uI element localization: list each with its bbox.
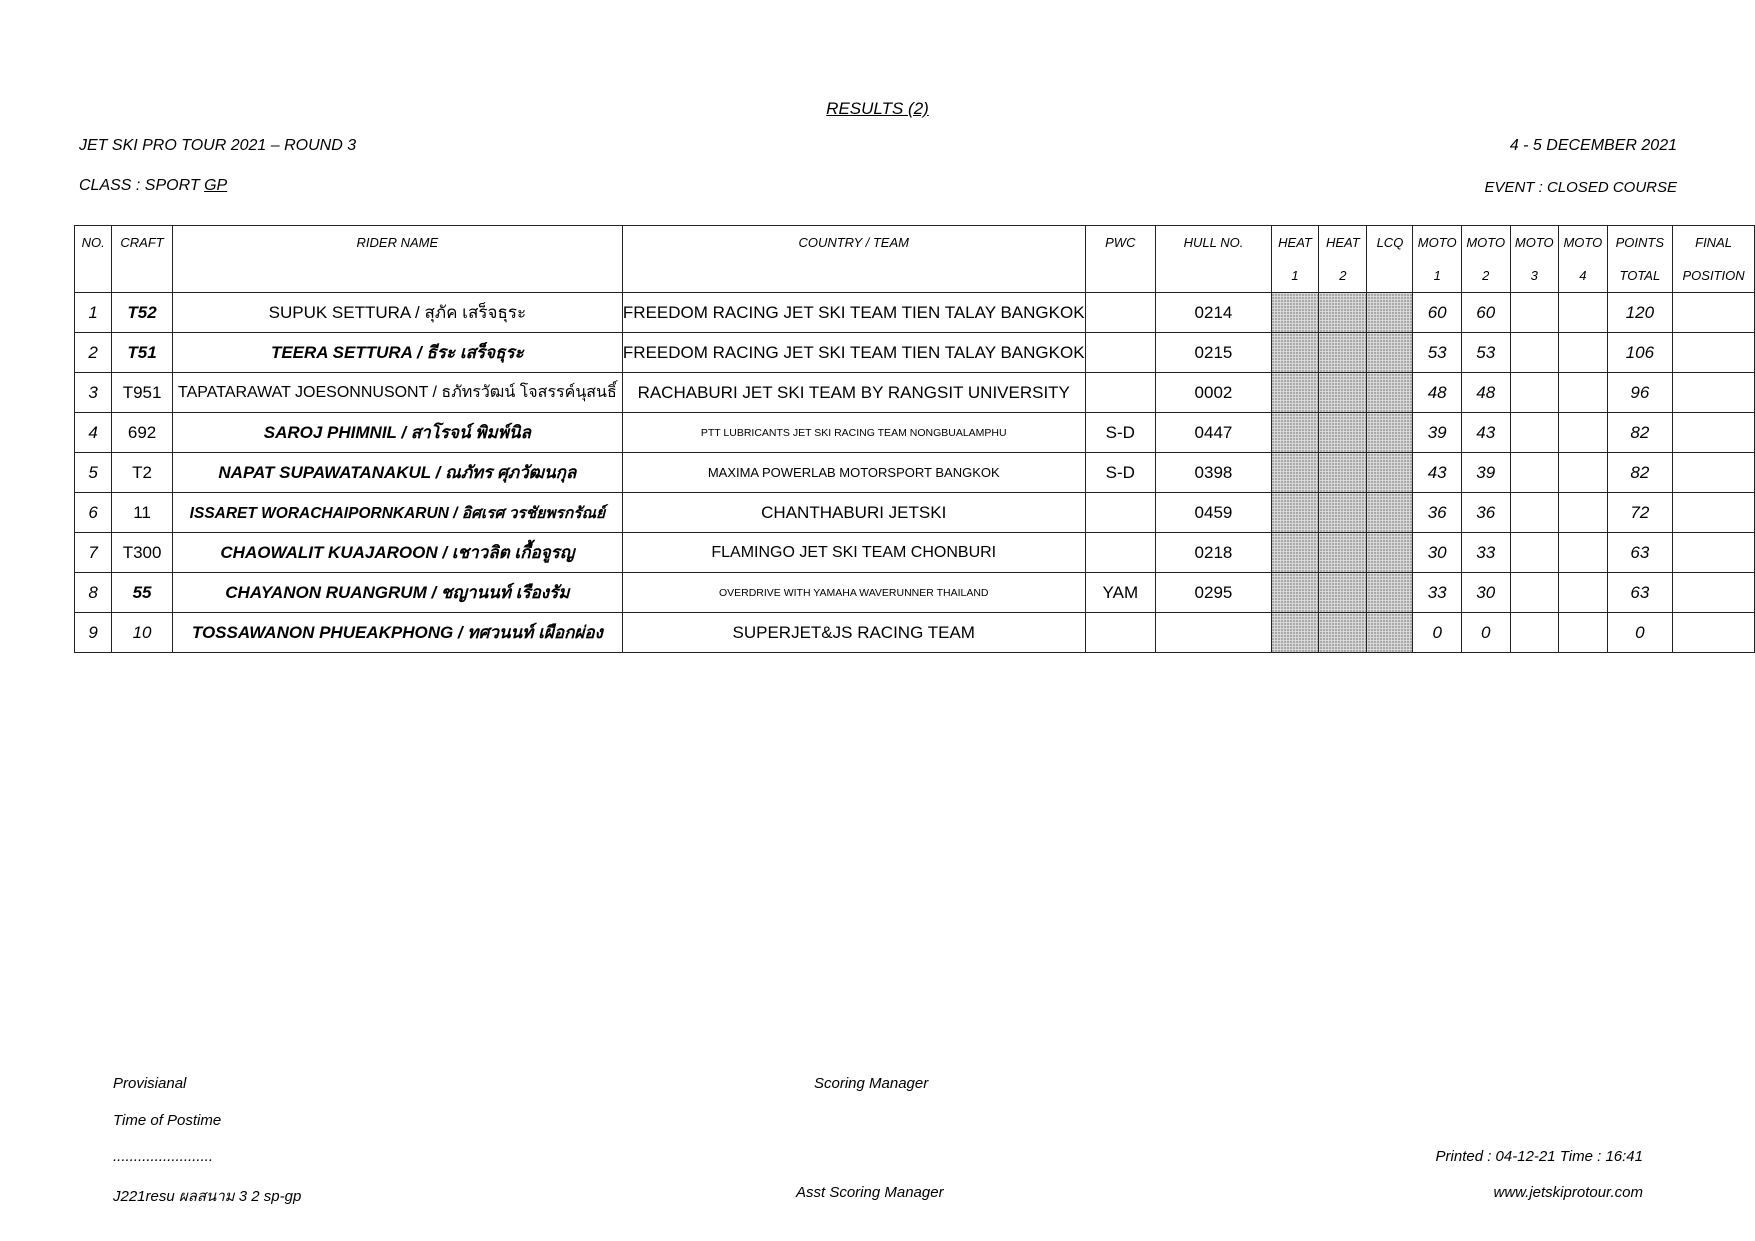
cell-hull: 0002 [1156, 373, 1272, 413]
cell-heat2 [1319, 613, 1367, 653]
table-row [75, 573, 1755, 613]
cell-no: 8 [75, 573, 112, 613]
cell-team: RACHABURI JET SKI TEAM BY RANGSIT UNIVERSITY [622, 373, 1085, 413]
table-row [75, 613, 1755, 653]
cell-moto2: 60 [1461, 293, 1510, 333]
cell-moto4 [1559, 573, 1608, 613]
header-craft: CRAFT [112, 226, 173, 260]
cell-team: FLAMINGO JET SKI TEAM CHONBURI [622, 533, 1085, 573]
cell-final [1673, 373, 1755, 413]
cell-no: 2 [75, 333, 112, 373]
asst-scoring-manager-label: Asst Scoring Manager [796, 1184, 944, 1201]
cell-total: 120 [1607, 293, 1673, 333]
cell-final [1673, 533, 1755, 573]
cell-heat2 [1319, 453, 1367, 493]
cell-moto3 [1510, 293, 1559, 333]
cell-craft: T951 [112, 373, 173, 413]
cell-moto1: 36 [1413, 493, 1462, 533]
cell-craft: 11 [112, 493, 173, 533]
cell-rider: ISSARET WORACHAIPORNKARUN / อิศเรศ วรชัยพรกรัณย์ [172, 493, 622, 533]
cell-team: PTT LUBRICANTS JET SKI RACING TEAM NONGBUALAMPHU [622, 413, 1085, 453]
cell-total: 72 [1607, 493, 1673, 533]
cell-moto4 [1559, 613, 1608, 653]
event-name: JET SKI PRO TOUR 2021 – ROUND 3 [79, 137, 357, 154]
cell-heat2 [1319, 493, 1367, 533]
cell-heat2 [1319, 293, 1367, 333]
event-type: EVENT : CLOSED COURSE [1484, 179, 1677, 196]
cell-heat1 [1271, 613, 1318, 653]
header-heat2-sub: 2 [1319, 259, 1367, 293]
cell-moto3 [1510, 533, 1559, 573]
cell-rider: SAROJ PHIMNIL / สาโรจน์ พิมพ์นิล [172, 413, 622, 453]
cell-hull: 0215 [1156, 333, 1272, 373]
cell-final [1673, 613, 1755, 653]
header-points-sub: TOTAL [1607, 259, 1673, 293]
header-no-sub [75, 259, 112, 293]
class-label [79, 177, 227, 195]
cell-moto2: 53 [1461, 333, 1510, 373]
cell-heat1 [1271, 293, 1318, 333]
cell-heat2 [1319, 533, 1367, 573]
header-moto4: MOTO [1559, 226, 1608, 260]
cell-no: 4 [75, 413, 112, 453]
cell-moto2: 30 [1461, 573, 1510, 613]
header-points: POINTS [1607, 226, 1673, 260]
cell-pwc [1085, 533, 1156, 573]
header-lcq: LCQ [1367, 226, 1413, 260]
cell-rider: TEERA SETTURA / ธีระ เสร็จธุระ [172, 333, 622, 373]
cell-rider: CHAYANON RUANGRUM / ชญานนท์ เรืองรัม [172, 573, 622, 613]
cell-moto1: 43 [1413, 453, 1462, 493]
cell-moto1: 39 [1413, 413, 1462, 453]
header-moto1: MOTO [1413, 226, 1462, 260]
header-heat1-sub: 1 [1271, 259, 1318, 293]
cell-lcq [1367, 373, 1413, 413]
cell-moto3 [1510, 333, 1559, 373]
header-moto2-sub: 2 [1461, 259, 1510, 293]
cell-moto2: 0 [1461, 613, 1510, 653]
signature-dots: ........................ [113, 1148, 214, 1165]
table-row [75, 453, 1755, 493]
header-no: NO. [75, 226, 112, 260]
cell-moto1: 0 [1413, 613, 1462, 653]
cell-heat1 [1271, 373, 1318, 413]
provisional-label: Provisianal [113, 1075, 187, 1092]
cell-total: 96 [1607, 373, 1673, 413]
header-heat1: HEAT [1271, 226, 1318, 260]
results-table [74, 225, 1755, 653]
cell-pwc: YAM [1085, 573, 1156, 613]
event-dates: 4 - 5 DECEMBER 2021 [1509, 137, 1677, 154]
cell-heat2 [1319, 413, 1367, 453]
cell-no: 3 [75, 373, 112, 413]
class-prefix: CLASS : SPORT [79, 177, 205, 194]
cell-final [1673, 333, 1755, 373]
cell-moto4 [1559, 333, 1608, 373]
header-row-bottom [75, 259, 1755, 293]
cell-hull [1156, 613, 1272, 653]
cell-craft: T300 [112, 533, 173, 573]
cell-no: 5 [75, 453, 112, 493]
cell-team: FREEDOM RACING JET SKI TEAM TIEN TALAY BANGKOK [622, 333, 1085, 373]
cell-moto1: 48 [1413, 373, 1462, 413]
cell-lcq [1367, 333, 1413, 373]
cell-moto4 [1559, 413, 1608, 453]
file-reference: J221resu ผลสนาม 3 2 sp-gp [113, 1188, 302, 1205]
cell-final [1673, 293, 1755, 333]
header-rider: RIDER NAME [172, 226, 622, 260]
cell-lcq [1367, 613, 1413, 653]
cell-lcq [1367, 493, 1413, 533]
cell-pwc: S-D [1085, 413, 1156, 453]
cell-no: 9 [75, 613, 112, 653]
cell-rider: TAPATARAWAT JOESONNUSONT / ธภัทรวัฒน์ โจสรรค์นุสนธิ์ [172, 373, 622, 413]
printed-timestamp: Printed : 04-12-21 Time : 16:41 [1435, 1148, 1643, 1165]
cell-hull: 0295 [1156, 573, 1272, 613]
header-moto2: MOTO [1461, 226, 1510, 260]
website-link[interactable]: www.jetskiprotour.com [1493, 1184, 1643, 1201]
header-hull: HULL NO. [1156, 226, 1272, 260]
cell-rider: TOSSAWANON PHUEAKPHONG / ทศวนนท์ เผือกผ่อง [172, 613, 622, 653]
header-hull-sub [1156, 259, 1272, 293]
header-moto3-sub: 3 [1510, 259, 1559, 293]
cell-rider: SUPUK SETTURA / สุภัค เสร็จธุระ [172, 293, 622, 333]
cell-total: 63 [1607, 573, 1673, 613]
cell-craft: 692 [112, 413, 173, 453]
cell-team: MAXIMA POWERLAB MOTORSPORT BANGKOK [622, 453, 1085, 493]
cell-moto3 [1510, 613, 1559, 653]
cell-final [1673, 413, 1755, 453]
cell-moto2: 33 [1461, 533, 1510, 573]
cell-final [1673, 573, 1755, 613]
header-final: FINAL [1673, 226, 1755, 260]
cell-moto3 [1510, 493, 1559, 533]
cell-pwc [1085, 613, 1156, 653]
cell-rider: CHAOWALIT KUAJAROON / เชาวลิต เกื้อจูรญ [172, 533, 622, 573]
scoring-manager-label: Scoring Manager [814, 1075, 929, 1092]
cell-moto4 [1559, 493, 1608, 533]
cell-moto2: 36 [1461, 493, 1510, 533]
cell-moto1: 33 [1413, 573, 1462, 613]
cell-hull: 0398 [1156, 453, 1272, 493]
cell-heat1 [1271, 453, 1318, 493]
cell-craft: T2 [112, 453, 173, 493]
cell-moto2: 43 [1461, 413, 1510, 453]
header-moto1-sub: 1 [1413, 259, 1462, 293]
page-title: RESULTS (2) [826, 99, 929, 118]
cell-craft: T51 [112, 333, 173, 373]
header-craft-sub [112, 259, 173, 293]
cell-moto3 [1510, 373, 1559, 413]
cell-pwc [1085, 293, 1156, 333]
cell-moto1: 30 [1413, 533, 1462, 573]
table-row [75, 333, 1755, 373]
cell-hull: 0447 [1156, 413, 1272, 453]
time-of-postime-label: Time of Postime [113, 1112, 222, 1129]
header-pwc: PWC [1085, 226, 1156, 260]
cell-moto4 [1559, 453, 1608, 493]
header-final-sub: POSITION [1673, 259, 1755, 293]
cell-heat1 [1271, 493, 1318, 533]
cell-lcq [1367, 293, 1413, 333]
cell-team: FREEDOM RACING JET SKI TEAM TIEN TALAY BANGKOK [622, 293, 1085, 333]
cell-lcq [1367, 533, 1413, 573]
table-row [75, 373, 1755, 413]
cell-moto2: 39 [1461, 453, 1510, 493]
cell-hull: 0459 [1156, 493, 1272, 533]
cell-craft: 10 [112, 613, 173, 653]
header-lcq-sub [1367, 259, 1413, 293]
cell-hull: 0218 [1156, 533, 1272, 573]
cell-moto4 [1559, 373, 1608, 413]
table-row [75, 493, 1755, 533]
header-moto4-sub: 4 [1559, 259, 1608, 293]
cell-lcq [1367, 413, 1413, 453]
cell-total: 106 [1607, 333, 1673, 373]
table-row [75, 293, 1755, 333]
cell-moto3 [1510, 413, 1559, 453]
cell-pwc [1085, 373, 1156, 413]
cell-pwc [1085, 493, 1156, 533]
cell-total: 82 [1607, 413, 1673, 453]
header-moto3: MOTO [1510, 226, 1559, 260]
cell-moto4 [1559, 293, 1608, 333]
cell-final [1673, 453, 1755, 493]
cell-no: 7 [75, 533, 112, 573]
class-name: GP [204, 177, 228, 194]
table-row [75, 413, 1755, 453]
cell-pwc: S-D [1085, 453, 1156, 493]
header-rider-sub [172, 259, 622, 293]
cell-team: SUPERJET&JS RACING TEAM [622, 613, 1085, 653]
cell-craft: T52 [112, 293, 173, 333]
cell-heat2 [1319, 573, 1367, 613]
cell-lcq [1367, 453, 1413, 493]
cell-total: 63 [1607, 533, 1673, 573]
cell-heat1 [1271, 533, 1318, 573]
header-pwc-sub [1085, 259, 1156, 293]
cell-final [1673, 493, 1755, 533]
cell-moto3 [1510, 453, 1559, 493]
cell-rider: NAPAT SUPAWATANAKUL / ณภัทร ศุภวัฒนกุล [172, 453, 622, 493]
cell-craft: 55 [112, 573, 173, 613]
cell-team: CHANTHABURI JETSKI [622, 493, 1085, 533]
header-team-sub [622, 259, 1085, 293]
cell-moto1: 53 [1413, 333, 1462, 373]
cell-heat2 [1319, 373, 1367, 413]
cell-no: 6 [75, 493, 112, 533]
cell-moto3 [1510, 573, 1559, 613]
cell-moto1: 60 [1413, 293, 1462, 333]
cell-heat1 [1271, 333, 1318, 373]
header-team: COUNTRY / TEAM [622, 226, 1085, 260]
cell-heat1 [1271, 573, 1318, 613]
cell-moto2: 48 [1461, 373, 1510, 413]
cell-heat2 [1319, 333, 1367, 373]
cell-team: OVERDRIVE WITH YAMAHA WAVERUNNER THAILAND [622, 573, 1085, 613]
header-heat2: HEAT [1319, 226, 1367, 260]
cell-heat1 [1271, 413, 1318, 453]
cell-pwc [1085, 333, 1156, 373]
cell-lcq [1367, 573, 1413, 613]
header-row-top [75, 226, 1755, 260]
cell-no: 1 [75, 293, 112, 333]
table-row [75, 533, 1755, 573]
cell-moto4 [1559, 533, 1608, 573]
cell-total: 82 [1607, 453, 1673, 493]
cell-hull: 0214 [1156, 293, 1272, 333]
cell-total: 0 [1607, 613, 1673, 653]
